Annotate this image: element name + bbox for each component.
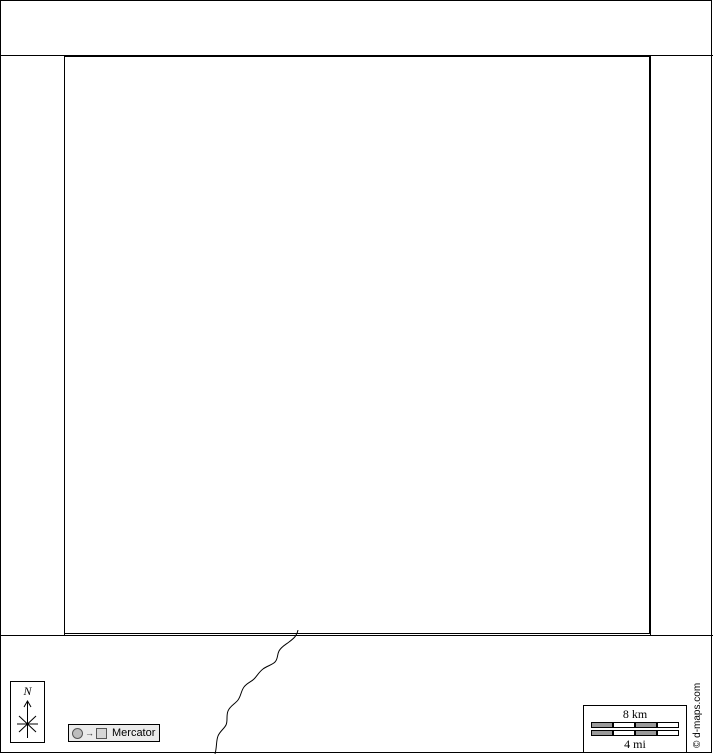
scale-segment <box>657 722 679 728</box>
globe-icon <box>72 728 83 739</box>
credit <box>690 676 706 750</box>
map-boundary-line-south <box>0 635 713 636</box>
scale-ruler-km <box>591 722 679 728</box>
arrow-right-icon: → <box>85 727 94 738</box>
region-outline <box>64 56 650 634</box>
scale-ruler-mi <box>591 730 679 736</box>
flat-map-icon <box>96 728 107 739</box>
scale-segment <box>635 722 657 728</box>
scale-segment <box>657 730 679 736</box>
scale-segment <box>591 730 613 736</box>
scale-segment <box>613 730 635 736</box>
map-boundary-line-east <box>650 55 651 635</box>
projection-badge <box>68 724 160 742</box>
scale-km-label: 8 km <box>622 707 648 721</box>
scale-mi-label: 4 mi <box>624 737 646 751</box>
compass-rose-icon <box>15 698 40 740</box>
scale-segment <box>613 722 635 728</box>
river-line <box>185 630 325 754</box>
projection-label: Mercator <box>112 727 156 739</box>
credit-label: © d-maps.com <box>692 682 703 748</box>
scale-segment <box>635 730 657 736</box>
compass-box <box>10 681 45 743</box>
scale-segment <box>591 722 613 728</box>
scale-bar <box>583 705 687 753</box>
compass-north-label: N <box>23 684 32 698</box>
